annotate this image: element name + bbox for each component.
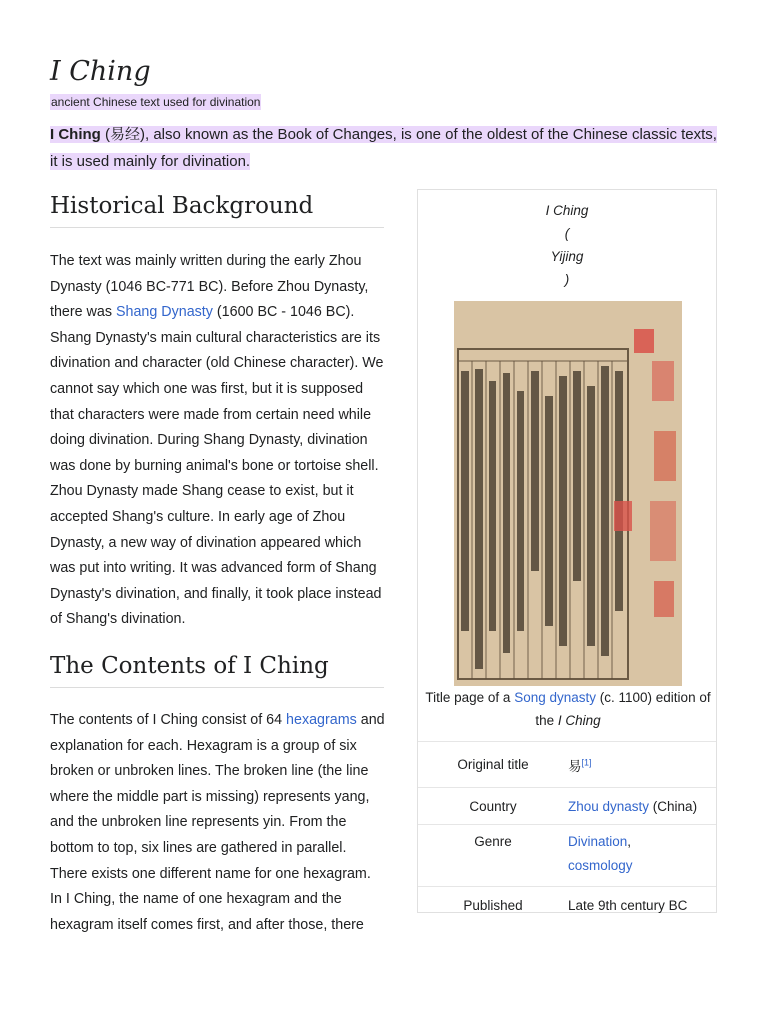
song-dynasty-title-page-image — [454, 301, 682, 686]
divination-link[interactable]: Divination — [568, 834, 628, 849]
infobox-title — [418, 199, 716, 291]
infobox-value — [568, 799, 716, 814]
infobox-value — [568, 830, 716, 886]
section-heading-contents: The Contents of I Ching — [50, 653, 384, 688]
cosmology-link[interactable]: cosmology — [568, 858, 633, 873]
infobox-title-line: Yijing — [550, 249, 584, 264]
lead-text-1: (易经), also known as the Book of Changes, is one of the oldest of the Chinese classic texts, — [100, 126, 717, 143]
infobox-title-line: ) — [564, 272, 570, 287]
contents-paragraph — [50, 708, 385, 938]
history-text-2: (1600 BC - 1046 BC). Shang Dynasty's main cultural characteristics are its divination and character (old Chinese character). We cannot say which one was first, but it is supposed that characters were made from certain need while doing divination. During Shang Dynasty, divination was done by burning animal's bone or tortoise shell. Zhou Dynasty made Shang cease to exist, but it accepted Shang's culture. In early age of Zhou Dynasty, a new way of divination appeared which was put into writing. It was advanced form of Shang Dynasty's divination, and finally, it took place instead of Shang's divination. — [50, 304, 384, 628]
reference-link[interactable]: [1] — [581, 757, 592, 767]
infobox-caption — [418, 686, 718, 732]
contents-text-2: and explanation for each. Hexagram is a group of six broken or unbroken lines. The broken line (the line where the middle part is missing) represents yang, and the unbroken line represents yin. From the bottom to top, six lines are gathered in parallel. There exists one different name for one hexagram. In I Ching, the name of one hexagram and the hexagram itself comes first, and after those, there — [50, 712, 385, 933]
infobox-label: Genre — [474, 834, 512, 849]
page-title: I Ching — [50, 56, 151, 87]
caption-text-2: (c. 1100) edition of the — [535, 690, 711, 728]
infobox-value: Late 9th century BC — [568, 897, 688, 913]
infobox-row-country — [418, 787, 716, 824]
infobox-label: Country — [469, 798, 517, 814]
infobox-row-original-title — [418, 741, 716, 787]
original-title-value: 易 — [568, 758, 582, 774]
section-heading-history: Historical Background — [50, 193, 384, 228]
country-rest: (China) — [649, 798, 698, 814]
caption-italic-title: I Ching — [557, 713, 601, 728]
song-dynasty-link[interactable]: Song dynasty — [514, 690, 597, 705]
contents-text-1: The contents of I Ching consist of 64 — [50, 712, 287, 728]
infobox-table — [418, 741, 716, 923]
infobox-title-line: ( — [564, 226, 570, 241]
infobox-value — [568, 755, 716, 775]
hexagrams-link[interactable]: hexagrams — [286, 712, 357, 728]
history-paragraph — [50, 249, 385, 633]
infobox — [417, 189, 717, 913]
lead-text-2: it is used mainly for divination. — [50, 153, 251, 170]
infobox-row-published — [418, 886, 716, 923]
zhou-dynasty-link[interactable]: Zhou dynasty — [568, 798, 650, 814]
genre-separator: , — [627, 834, 632, 849]
infobox-title-line: I Ching — [545, 203, 589, 218]
infobox-label: Original title — [457, 757, 529, 772]
history-text-1: The text was mainly written during the early Zhou Dynasty (1046 BC-771 BC). Before Zhou Dynasty, there was — [50, 253, 369, 321]
lead-paragraph — [50, 121, 720, 175]
lead-term: I Ching — [50, 126, 101, 143]
page-subtitle: ancient Chinese text used for divination — [51, 95, 261, 109]
infobox-image[interactable] — [454, 301, 682, 686]
infobox-row-genre — [418, 824, 716, 886]
shang-dynasty-link[interactable]: Shang Dynasty — [115, 304, 213, 321]
infobox-label: Published — [463, 897, 523, 913]
caption-text-1: Title page of a — [425, 690, 515, 705]
